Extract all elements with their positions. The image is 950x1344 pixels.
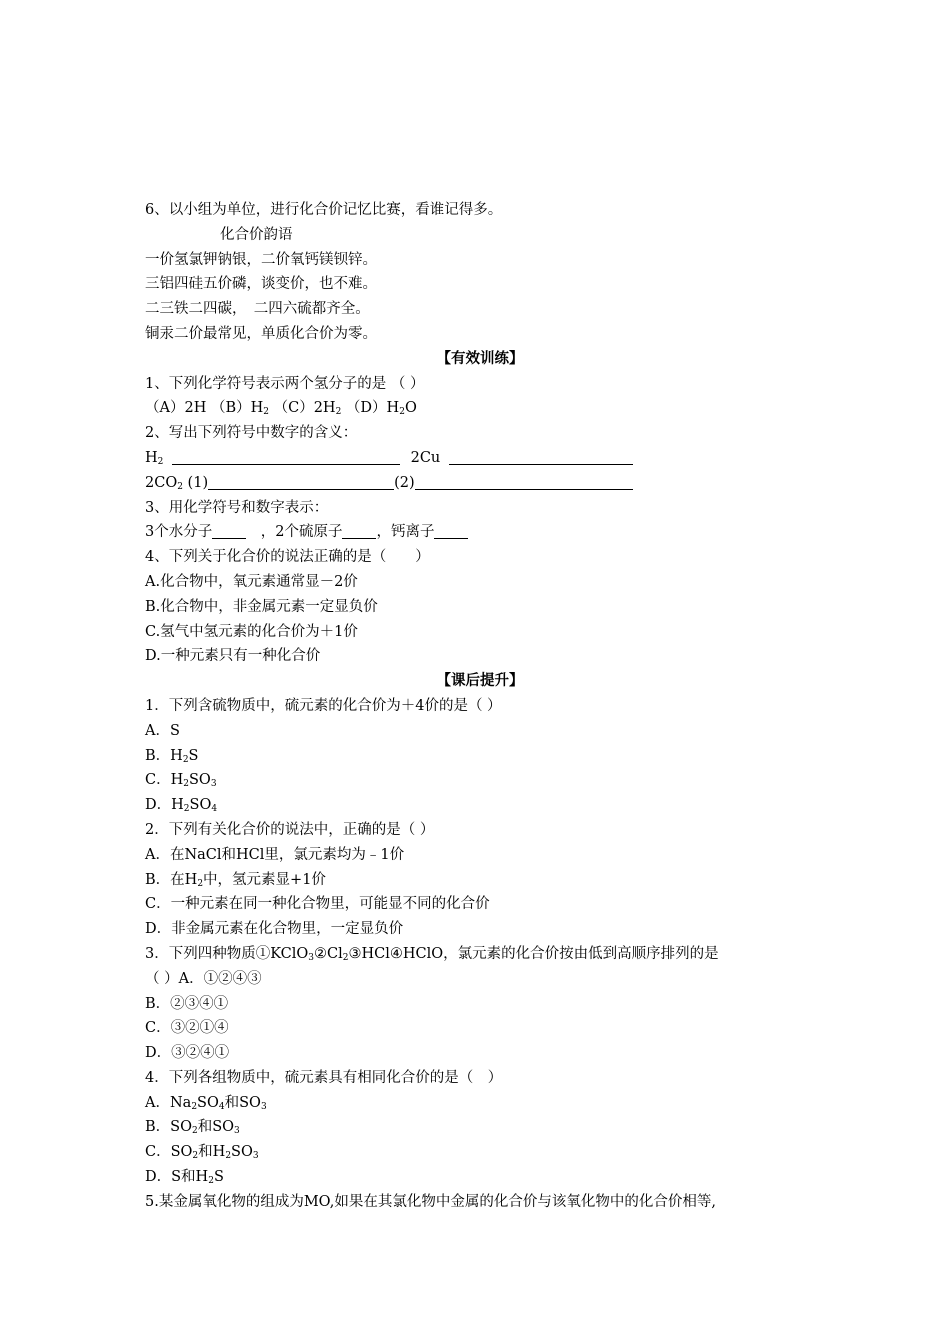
symbol-2co2: $2CO_2$ bbox=[145, 474, 183, 492]
training-q4-option-b: B.化合物中，非金属元素一定显负价 bbox=[145, 598, 378, 615]
training-q1-options: （A）2H $(B)H_2$ $(C)2H_2$ $(D)H_2O$ bbox=[145, 400, 417, 418]
answer-blank[interactable] bbox=[449, 450, 633, 465]
training-q3-items: 3个水分子 ，2个硫原子 ，钙离子 bbox=[145, 520, 815, 545]
training-q4-option-d: D.一种元素只有一种化合价 bbox=[145, 648, 321, 665]
after-q4: 4．下列各组物质中，硫元素具有相同化合价的是（ ） bbox=[145, 1069, 503, 1086]
rhyme-title: 化合价韵语 bbox=[220, 226, 293, 243]
after-q1-option-c: C．$H_2SO_3$ bbox=[145, 772, 217, 790]
rhyme-line: 铜汞二价最常见，单质化合价为零。 bbox=[145, 325, 377, 342]
rhyme-line: 三铝四硅五价磷，谈变价，也不难。 bbox=[145, 276, 377, 293]
symbol-h2: $H_2$ bbox=[145, 449, 164, 467]
answer-blank[interactable] bbox=[208, 475, 394, 490]
answer-blank[interactable] bbox=[342, 524, 376, 539]
after-q2-option-b: B．在$H_2$中，氢元素显+1价 bbox=[145, 871, 326, 889]
after-q4-option-a: A．$Na_2SO_4$和$SO_3$ bbox=[145, 1094, 267, 1112]
after-q3-option-d: D．③②④① bbox=[145, 1045, 230, 1062]
answer-blank[interactable] bbox=[172, 450, 400, 465]
after-q4-option-b: B．$SO_2$和$SO_3$ bbox=[145, 1119, 240, 1137]
rhyme-line: 二三铁二四碳， 二四六硫都齐全。 bbox=[145, 301, 370, 318]
training-q1: 1、下列化学符号表示两个氢分子的是 （ ） bbox=[145, 375, 425, 392]
part-1-label: (1) bbox=[182, 474, 209, 491]
after-q3-option-c: C．③②①④ bbox=[145, 1020, 229, 1037]
after-q2-option-c: C．一种元素在同一种化合物里，可能显不同的化合价 bbox=[145, 896, 490, 913]
training-heading: 【有效训练】 bbox=[436, 349, 524, 367]
training-q4-option-a: A.化合物中，氧元素通常显－2价 bbox=[145, 573, 358, 590]
after-q2-option-d: D．非金属元素在化合物里，一定显负价 bbox=[145, 921, 404, 938]
after-q1-option-d: D．$H_2SO_4$ bbox=[145, 797, 218, 815]
after-class-heading: 【课后提升】 bbox=[436, 672, 524, 690]
training-q4: 4、下列关于化合价的说法正确的是（ ） bbox=[145, 549, 430, 566]
after-q5: 5.某金属氧化物的组成为MO,如果在其氯化物中金属的化合价与该氧化物中的化合价相等, bbox=[145, 1193, 716, 1210]
part-2-label: (2) bbox=[394, 474, 415, 491]
after-q3-option-b: B．②③④① bbox=[145, 995, 229, 1012]
rhyme-line: 一价氢氯钾钠银，二价氧钙镁钡锌。 bbox=[145, 251, 377, 268]
training-q3: 3、用化学符号和数字表示： bbox=[145, 499, 329, 516]
training-q2-row2 bbox=[145, 471, 815, 496]
training-q2: 2、写出下列符号中数字的含义： bbox=[145, 425, 358, 442]
answer-blank[interactable] bbox=[415, 475, 633, 490]
after-q1-option-a: A．S bbox=[145, 722, 180, 739]
answer-blank[interactable] bbox=[434, 524, 468, 539]
activity-intro: 6、以小组为单位，进行化合价记忆比赛，看谁记得多。 bbox=[145, 202, 503, 218]
after-q3-option-a: （ ）A．①②④③ bbox=[145, 970, 262, 987]
after-q2-option-a: A．在NaCl和HCl里，氯元素均为﹣1价 bbox=[145, 846, 405, 863]
after-q1-option-b: B．$H_2S$ bbox=[145, 747, 199, 765]
after-q1: 1．下列含硫物质中，硫元素的化合价为＋4价的是（ ） bbox=[145, 697, 502, 714]
after-q3: 3．下列四种物质$①KClO_3②Cl_2③HCl④HClO$，氯元素的化合价按由低到高顺序排列的是 bbox=[145, 945, 719, 963]
after-q4-option-d: D．S和$H_2S$ bbox=[145, 1169, 224, 1187]
training-q4-option-c: C.氢气中氢元素的化合价为＋1价 bbox=[145, 623, 358, 640]
after-q4-option-c: C．$SO_2$和$H_2SO_3$ bbox=[145, 1144, 259, 1162]
symbol-2cu: 2Cu bbox=[410, 449, 441, 466]
after-q2: 2．下列有关化合价的说法中，正确的是（ ） bbox=[145, 821, 435, 838]
training-q2-row1 bbox=[145, 446, 815, 471]
document-body bbox=[145, 198, 815, 1215]
answer-blank[interactable] bbox=[212, 524, 246, 539]
